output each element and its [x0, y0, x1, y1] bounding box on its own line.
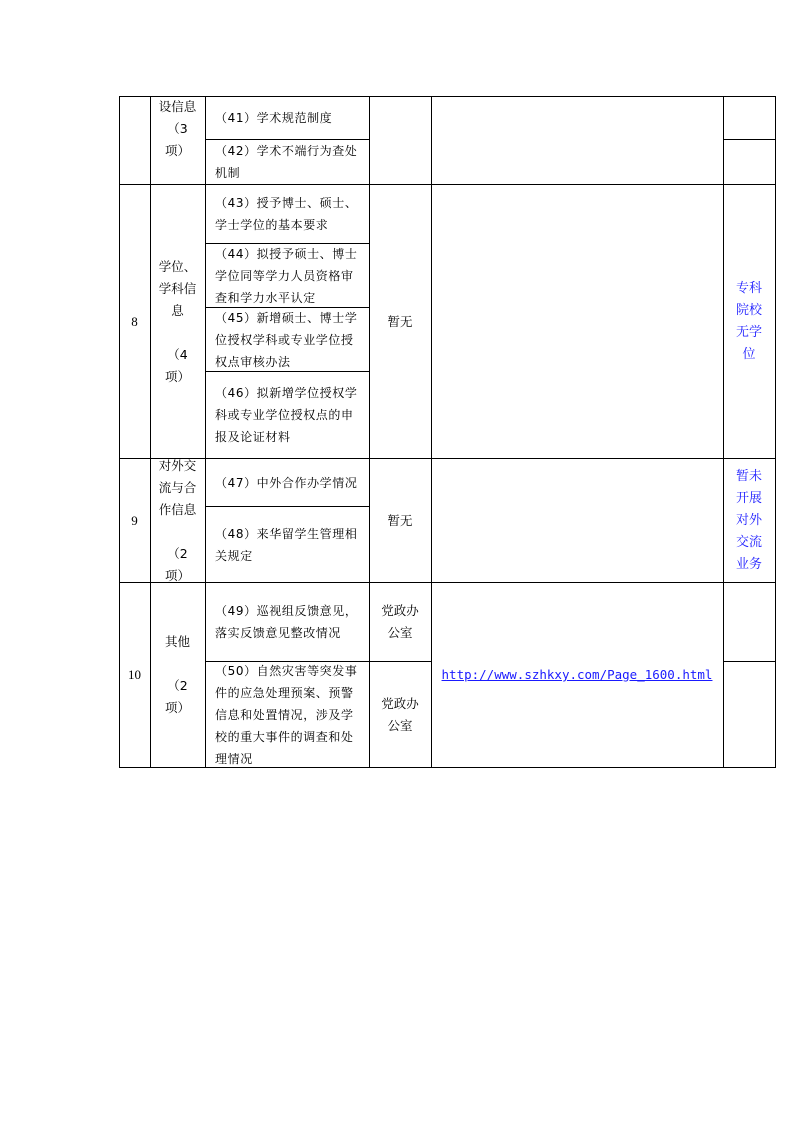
- table-border-right: [775, 96, 776, 768]
- category-cell: 对外交 流与合 作信息 （2 项）: [158, 457, 197, 583]
- item-cell: （44）拟授予硕士、博士 学位同等学力人员资格审 查和学力水平认定: [215, 246, 358, 305]
- note-cell: 专科 院校 无学 位: [735, 280, 762, 362]
- disclosure-link[interactable]: http://www.szhkxy.com/Page_1600.html: [441, 667, 713, 682]
- item-cell: （43）授予博士、硕士、 学士学位的基本要求: [215, 196, 358, 232]
- row-divider: [723, 139, 776, 140]
- department-cell: 暂无: [387, 313, 413, 329]
- item-cell: （42）学术不端行为查处 机制: [215, 144, 358, 180]
- row-index: 10: [128, 667, 141, 682]
- item-cell: （46）拟新增学位授权学 科或专业学位授权点的申 报及论证材料: [215, 386, 358, 444]
- item-cell: （49）巡视组反馈意见， 落实反馈意见整改情况: [215, 604, 358, 640]
- department-cell: 党政办 公室: [381, 603, 419, 640]
- department-cell: 暂无: [387, 512, 413, 528]
- item-cell: （50）自然灾害等突发事 件的应急处理预案、预警 信息和处置情况，涉及学 校的重大事件的调查和处 理情况: [215, 663, 358, 766]
- row-index: 9: [131, 512, 138, 528]
- item-cell: （41）学术规范制度: [215, 111, 333, 125]
- item-cell: （47）中外合作办学情况: [215, 475, 358, 490]
- category-cell: 设信息 （3 项）: [158, 99, 197, 158]
- category-cell: 其他 （2 项）: [164, 634, 190, 715]
- row-index: 8: [131, 313, 138, 329]
- row-divider: [723, 661, 776, 662]
- note-cell: 暂未 开展 对外 交流 业务: [735, 468, 762, 572]
- department-cell: 党政办 公室: [381, 695, 419, 733]
- item-cell: （48）来华留学生管理相 关规定: [215, 526, 358, 563]
- category-cell: 学位、 学科信 息 （4 项）: [158, 258, 197, 384]
- item-cell: （45）新增硕士、博士学 位授权学科或专业学位授 权点审核办法: [215, 310, 358, 369]
